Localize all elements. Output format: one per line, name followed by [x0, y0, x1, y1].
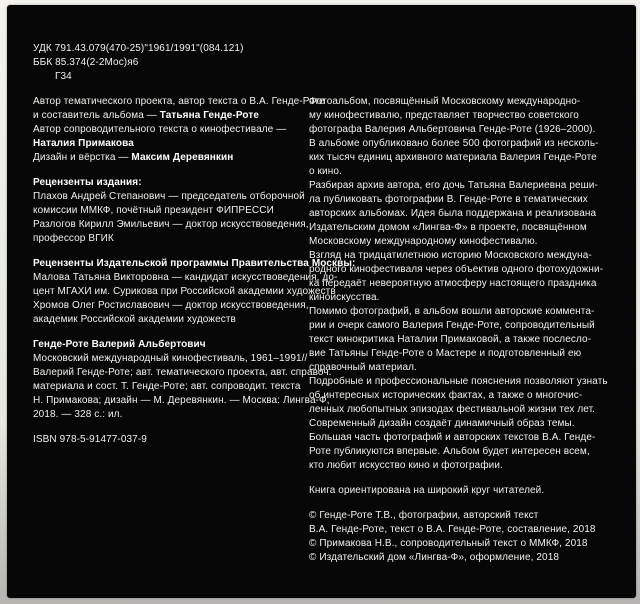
text-line: [309, 389, 614, 403]
text-segment: текст кинокритика Наталии Примаковой, а также послесло-: [309, 334, 592, 345]
text-segment: Разбирая архив автора, его дочь Татьяна Валериевна реши-: [309, 180, 598, 191]
text-segment: В.А. Генде-Роте, текст о В.А. Генде-Роте, составление, 2018: [309, 524, 596, 535]
text-segment: Взгляд на тридцатилетнюю историю Московского междуна-: [309, 250, 592, 261]
text-line: [33, 366, 332, 380]
text-segment: родного кинофестиваля через объектив одного фотохудожни-: [309, 264, 604, 275]
text-line: [33, 190, 309, 204]
text-segment: о кино.: [309, 166, 342, 177]
text-segment: ка передаёт невероятную атмосферу настоящего праздника: [309, 278, 597, 289]
text-line: [309, 137, 614, 151]
text-line: [309, 151, 614, 165]
text-segment: Фотоальбом, посвящённый Московскому международно-: [309, 96, 581, 107]
isbn-block: [33, 433, 309, 447]
text-line: [309, 109, 614, 123]
text-line: [309, 291, 614, 305]
text-line: [33, 123, 309, 137]
text-line: [33, 338, 309, 352]
text-line: [33, 109, 309, 123]
text-line: [33, 151, 309, 165]
text-line: [33, 218, 309, 232]
text-line: [309, 361, 614, 375]
text-segment: © Примакова Н.В., сопроводительный текст о ММКФ, 2018: [309, 538, 588, 549]
annotation-paragraph-5: [309, 375, 614, 473]
bibliographic-record-block: [33, 338, 332, 422]
text-line: [33, 95, 325, 109]
emphasized-text: Татьяна Генде-Роте: [159, 110, 260, 121]
text-line: [33, 313, 309, 327]
text-segment: фотографа Валерия Альбертовича Генде-Роте (1926–2000).: [309, 124, 596, 135]
text-line: [33, 257, 356, 271]
text-segment: му кинофестивалю, представляет творчество советского: [309, 110, 579, 121]
text-segment: Г34: [55, 71, 72, 82]
text-segment: Московский международный кинофестиваль, 1961–1991//: [33, 353, 308, 364]
text-line: [33, 204, 309, 218]
right-column: [309, 95, 614, 565]
text-segment: комиссии ММКФ, почётный президент ФИПРЕССИ: [33, 205, 274, 216]
text-segment: Издательским домом «Лингва-Ф» в проекте, посвящённом: [309, 222, 587, 233]
text-segment: ких тысяч единиц архивного материала Валерия Генде-Роте: [309, 152, 597, 163]
text-line: [309, 347, 614, 361]
text-line: [309, 431, 614, 445]
text-line: [33, 394, 330, 408]
text-line: [309, 403, 614, 417]
text-segment: Роте публикуются впервые. Альбом будет интересен всем,: [309, 446, 590, 457]
text-segment: Малова Татьяна Викторовна — кандидат искусствоведения, до-: [33, 272, 338, 283]
text-segment: Современный дизайн создаёт динамичный образ темы.: [309, 418, 575, 429]
text-line: [33, 137, 309, 151]
book-imprint-page: [7, 5, 636, 598]
text-segment: кто любит искусство кино и фотографии.: [309, 460, 503, 471]
text-line: [309, 537, 614, 551]
text-line: [309, 165, 614, 179]
text-line: [33, 232, 309, 246]
text-line: [309, 235, 614, 249]
annotation-paragraph-3: [309, 249, 614, 305]
text-line: [309, 551, 614, 565]
text-line: [33, 271, 338, 285]
emphasized-text: Рецензенты Издательской программы Правительства Москвы:: [33, 258, 356, 269]
text-segment: и составитель альбома —: [33, 110, 160, 121]
text-segment: академик Российской академии художеств: [33, 314, 236, 325]
text-line: [309, 523, 614, 537]
audience-note: [309, 484, 614, 498]
text-line: [33, 56, 309, 70]
text-segment: ленных любопытных эпизодах фестивальной жизни тех лет.: [309, 404, 596, 415]
text-segment: вие Татьяны Генде-Роте о Мастере и подготовленный ею: [309, 348, 582, 359]
text-segment: ла публиковать фотографии В. Генде-Роте в тематических: [309, 194, 588, 205]
text-segment: авторских альбомах. Идея была поддержана и реализована: [309, 208, 597, 219]
text-segment: ISBN 978-5-91477-037-9: [33, 434, 147, 445]
annotation-paragraph-2: [309, 179, 614, 249]
text-line: [309, 459, 614, 473]
text-segment: профессор ВГИК: [33, 233, 114, 244]
text-line: [309, 305, 614, 319]
text-line: [309, 319, 614, 333]
udc-bbk-block: [33, 42, 309, 84]
annotation-paragraph-4: [309, 305, 614, 375]
text-line: [309, 333, 614, 347]
text-line: [309, 95, 614, 109]
text-line: [309, 249, 614, 263]
text-line: [309, 375, 614, 389]
text-segment: 2018. — 328 с.: ил.: [33, 409, 123, 420]
text-line: [33, 285, 336, 299]
text-line: [33, 176, 309, 190]
text-line: [309, 484, 614, 498]
text-segment: Н. Примакова; дизайн — М. Деревянкин. — Москва: Лингва-Ф,: [33, 395, 330, 406]
text-line: [309, 193, 614, 207]
text-segment: рии и очерк самого Валерия Генде-Роте, сопроводительный: [309, 320, 595, 331]
text-line: [33, 408, 309, 422]
text-segment: справочный материал.: [309, 362, 417, 373]
annotation-paragraph-1: [309, 95, 614, 179]
text-segment: об интересных исторических фактах, а также о многочис-: [309, 390, 583, 401]
text-line: [309, 417, 614, 431]
text-line: [309, 207, 614, 221]
text-line: [309, 445, 614, 459]
edition-reviewers-block: [33, 176, 309, 246]
text-segment: материала и сост. Т. Генде-Роте; авт. сопроводит. текста: [33, 381, 301, 392]
text-segment: Хромов Олег Ростиславович — доктор искусствоведения,: [33, 300, 309, 311]
emphasized-text: Наталия Примакова: [33, 138, 134, 149]
text-line: [33, 299, 309, 313]
text-segment: Плахов Андрей Степанович — председатель отборочной: [33, 191, 305, 202]
text-segment: Московскому международному кинофестивалю.: [309, 236, 538, 247]
text-segment: УДК 791.43.079(470-25)"1961/1991"(084.121): [33, 43, 244, 54]
text-segment: Подробные и профессиональные пояснения позволяют узнать: [309, 376, 608, 387]
copyright-block: [309, 509, 614, 565]
text-line: [309, 509, 614, 523]
text-line: [33, 70, 309, 84]
text-segment: Дизайн и вёрстка —: [33, 152, 132, 163]
text-segment: Разлогов Кирилл Эмильевич — доктор искусствоведения,: [33, 219, 309, 230]
text-line: [33, 433, 309, 447]
text-segment: Большая часть фотографий и авторских текстов В.А. Генде-: [309, 432, 596, 443]
text-line: [33, 42, 309, 56]
text-segment: Автор сопроводительного текста о кинофестивале —: [33, 124, 287, 135]
text-segment: Помимо фотографий, в альбом вошли авторские коммента-: [309, 306, 595, 317]
text-line: [309, 221, 614, 235]
text-segment: киноискусства.: [309, 292, 380, 303]
text-segment: цент МГАХИ им. Сурикова при Российской академии художеств: [33, 286, 336, 297]
text-line: [309, 263, 614, 277]
text-segment: Книга ориентирована на широкий круг читателей.: [309, 485, 545, 496]
text-line: [33, 380, 309, 394]
emphasized-text: Рецензенты издания:: [33, 177, 142, 188]
text-line: [309, 277, 614, 291]
text-segment: ББК 85.374(2-2Мос)я6: [33, 57, 139, 68]
text-segment: © Издательский дом «Лингва-Ф», оформление, 2018: [309, 552, 560, 563]
text-segment: В альбоме опубликовано более 500 фотографий из несколь-: [309, 138, 599, 149]
text-segment: © Генде-Роте Т.В., фотографии, авторский текст: [309, 510, 539, 521]
text-line: [309, 179, 614, 193]
emphasized-text: Генде-Роте Валерий Альбертович: [33, 339, 206, 350]
text-line: [309, 123, 614, 137]
text-segment: Автор тематического проекта, автор текста о В.А. Генде-Роте: [33, 96, 325, 107]
text-line: [33, 352, 309, 366]
emphasized-text: Максим Деревянкин: [131, 152, 234, 163]
text-segment: Валерий Генде-Роте; авт. тематического проекта, авт. справоч.: [33, 367, 332, 378]
credits-block: [33, 95, 325, 165]
